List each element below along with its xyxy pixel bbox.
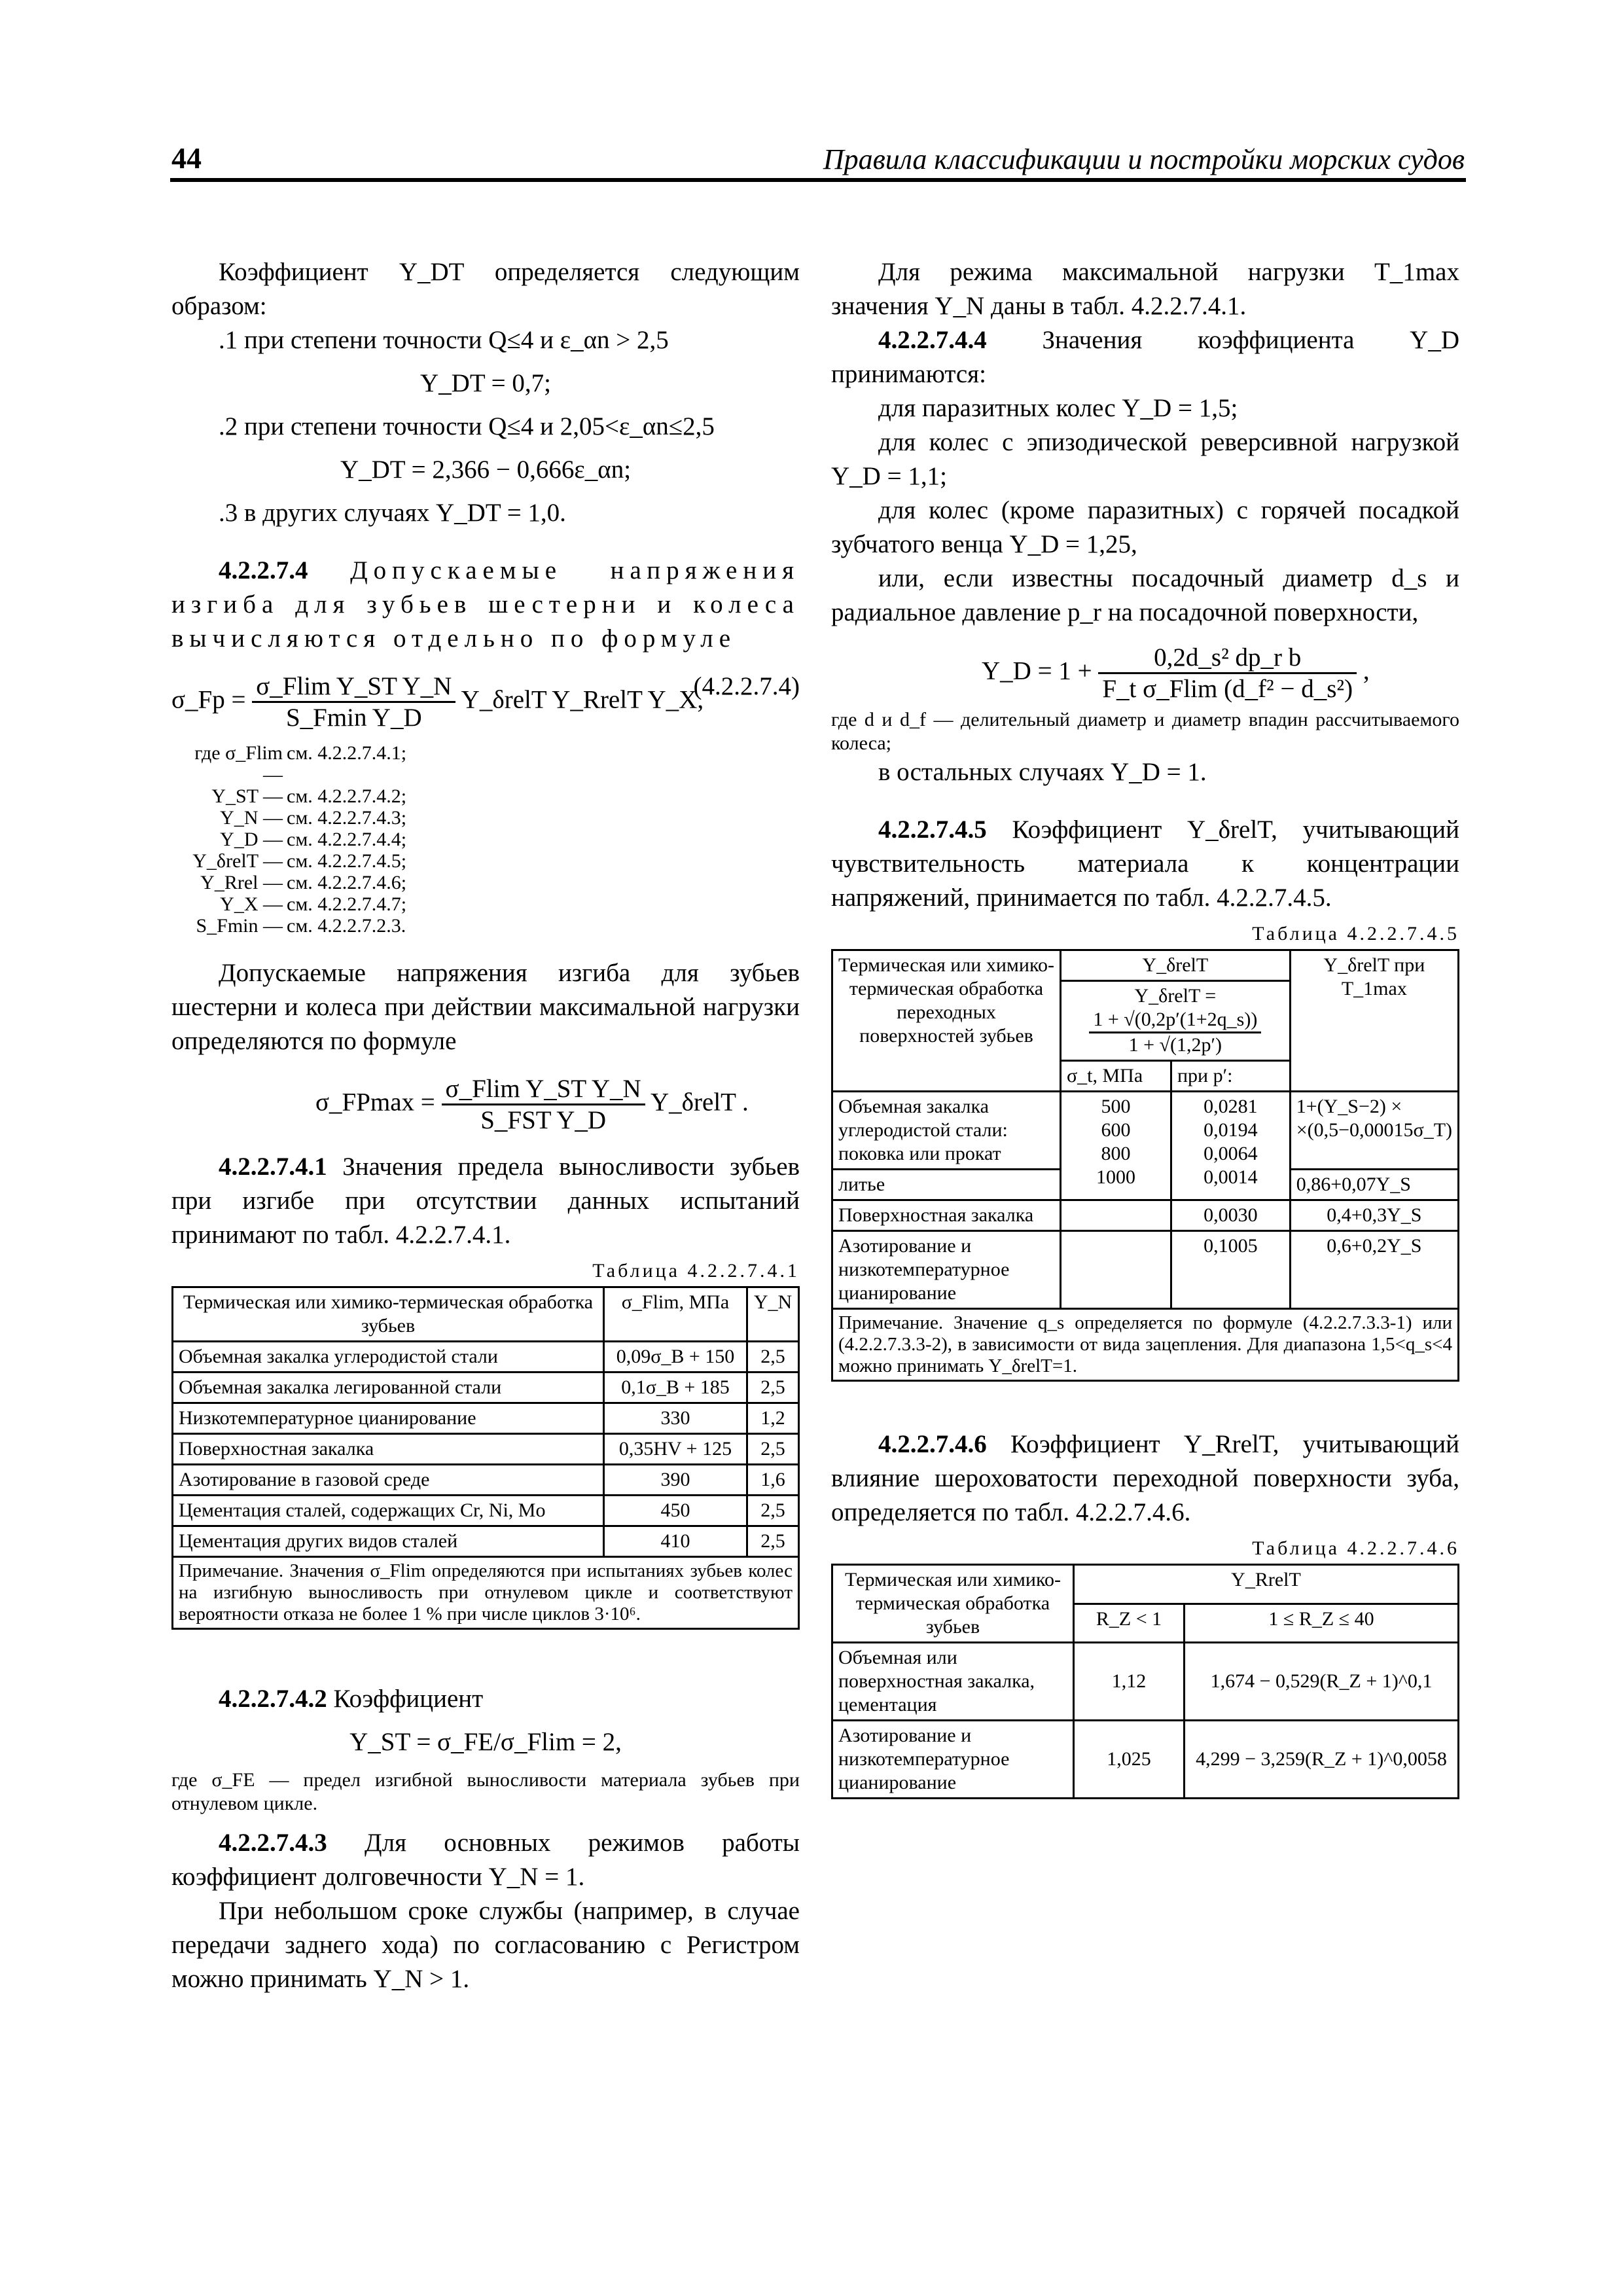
- column-header: σ_Flim, МПа: [604, 1287, 747, 1342]
- where-list: [171, 742, 800, 937]
- section-number: 4.2.2.7.4.5: [878, 816, 987, 844]
- section-number: 4.2.2.7.4: [219, 556, 308, 584]
- fraction: [1089, 1008, 1261, 1057]
- fraction: [442, 1074, 645, 1135]
- numerator: σ_Flim Y_ST Y_N: [442, 1074, 645, 1105]
- where-note: где d и d_f — делительный диаметр и диаметр впадин рассчитываемого колеса;: [831, 709, 1459, 754]
- header-rule: [170, 178, 1466, 182]
- numerator: 0,2d_s² dp_r b: [1098, 643, 1357, 674]
- table-cell: 1+(Y_S−2) × ×(0,5−0,00015σ_T): [1290, 1092, 1458, 1170]
- formula-end: ,: [1363, 656, 1370, 685]
- table-cell: Объемная закалка углеродистой стали: [173, 1342, 604, 1372]
- section-number: 4.2.2.7.4.2: [219, 1685, 327, 1713]
- table-row: [173, 1403, 799, 1434]
- fraction: [1098, 643, 1357, 704]
- where-value: см. 4.2.2.7.2.3.: [287, 915, 406, 937]
- list-item: для колес с эпизодической реверсивной нагрузкой Y_D = 1,1;: [831, 428, 1459, 490]
- table-cell: Объемная закалка углеродистой стали: поковка или прокат: [832, 1092, 1061, 1170]
- where-row: [171, 850, 800, 872]
- section-text: Для основных режимов работы коэффициент долговечности Y_N = 1.: [171, 1829, 800, 1891]
- table-cell: Поверхностная закалка: [832, 1200, 1061, 1231]
- section-text: Значения предела выносливости зубьев при изгибе при отсутствии данных испытаний принимают по табл. 4.2.2.7.4.1.: [171, 1153, 800, 1249]
- table-cell: 500 600 800 1000: [1061, 1092, 1171, 1200]
- section-number: 4.2.2.7.4.3: [219, 1829, 327, 1857]
- table-cell: Поверхностная закалка: [173, 1434, 604, 1465]
- where-key: Y_ST —: [211, 785, 283, 807]
- table-cell: 0,4+0,3Y_S: [1290, 1200, 1458, 1231]
- table-4-2-2-7-4-1: [171, 1286, 800, 1630]
- table-cell: 0,0281 0,0194 0,0064 0,0014: [1171, 1092, 1291, 1200]
- running-title: Правила классификации и постройки морских судов: [823, 143, 1465, 175]
- formula: Y_ST = σ_FE/σ_Flim = 2,: [349, 1728, 622, 1756]
- paragraph: При небольшом сроке службы (например, в случае передачи заднего хода) по согласованию с Регистром можно принимать Y_N > 1.: [171, 1897, 800, 1993]
- table-cell: 1,6: [747, 1465, 799, 1496]
- section-text: Коэффициент: [333, 1685, 484, 1713]
- formula-lhs: σ_Fp =: [171, 685, 246, 714]
- section-4-2-2-7-4-3: [171, 1826, 800, 1894]
- denominator: F_t σ_Flim (d_f² − d_s²): [1102, 675, 1353, 703]
- where-note: где σ_FE — предел изгибной выносливости материала зубьев при отнулевом цикле.: [171, 1769, 800, 1814]
- where-row: [171, 915, 800, 937]
- list-item: .1 при степени точности Q≤4 и ε_αn > 2,5: [219, 326, 669, 354]
- right-column: [831, 255, 1459, 1799]
- table-caption: Таблица 4.2.2.7.4.1: [592, 1260, 800, 1282]
- formula-lhs: Y_δrelT =: [1134, 985, 1217, 1007]
- column-header: Термическая или химико-термическая обработка зубьев: [173, 1287, 604, 1342]
- table-cell: 2,5: [747, 1496, 799, 1526]
- table-cell: 390: [604, 1465, 747, 1496]
- section-4-2-2-7-4: [171, 554, 800, 656]
- table-cell: 410: [604, 1526, 747, 1557]
- where-value: см. 4.2.2.7.4.3;: [287, 807, 407, 829]
- where-value: см. 4.2.2.7.4.2;: [287, 785, 407, 807]
- column-header: Y_δrelT: [1061, 950, 1291, 981]
- where-key: Y_δrelT —: [192, 850, 283, 872]
- column-header: Термическая или химико-термическая обработка переходных поверхностей зубьев: [832, 950, 1061, 1092]
- table-row: [832, 1092, 1459, 1170]
- where-key: Y_N —: [220, 807, 283, 829]
- table-cell: 1,674 − 0,529(R_Z + 1)^0,1: [1185, 1643, 1459, 1721]
- table-cell: Низкотемпературное цианирование: [173, 1403, 604, 1434]
- page-number: 44: [171, 141, 202, 175]
- table-cell: 0,1σ_B + 185: [604, 1372, 747, 1403]
- formula-rest: Y_δrelT .: [651, 1088, 749, 1117]
- table-cell: 2,5: [747, 1342, 799, 1372]
- table-cell: 2,5: [747, 1372, 799, 1403]
- table-row: [832, 1200, 1459, 1231]
- table-cell: 0,35HV + 125: [604, 1434, 747, 1465]
- table-cell: Азотирование в газовой среде: [173, 1465, 604, 1496]
- section-text: Допускаемые напряжения изгиба для зубьев шестерни и колеса вычисляются отдельно по формуле: [171, 556, 800, 653]
- where-row: [171, 785, 800, 807]
- table-cell: 450: [604, 1496, 747, 1526]
- table-cell: [1061, 1200, 1171, 1231]
- where-value: см. 4.2.2.7.4.5;: [287, 850, 407, 872]
- section-4-2-2-7-4-1: [171, 1150, 800, 1252]
- table-cell: 2,5: [747, 1526, 799, 1557]
- column-header: Термическая или химико-термическая обработка зубьев: [832, 1565, 1074, 1643]
- table-cell: Азотирование и низкотемпературное цианирование: [832, 1231, 1061, 1309]
- formula-max: [171, 1058, 800, 1134]
- formula-yd: [831, 630, 1459, 708]
- where-row: [171, 872, 800, 893]
- formula-cell: [1061, 981, 1291, 1061]
- where-value: см. 4.2.2.7.4.1;: [287, 742, 407, 764]
- where-key: S_Fmin —: [196, 915, 283, 937]
- formula-lhs: Y_D = 1 +: [982, 656, 1092, 685]
- table-row: [173, 1434, 799, 1465]
- table-note-row: [832, 1309, 1459, 1381]
- list-item: для колес (кроме паразитных) с горячей посадкой зубчатого венца Y_D = 1,25,: [831, 496, 1459, 558]
- table-row: [173, 1526, 799, 1557]
- column-header: Y_RrelT: [1074, 1565, 1459, 1604]
- section-number: 4.2.2.7.4.6: [878, 1430, 987, 1458]
- table-cell: Объемная или поверхностная закалка, цементация: [832, 1643, 1074, 1721]
- table-row: [832, 1721, 1459, 1799]
- table-note: Примечание. Значение q_s определяется по формуле (4.2.2.7.3.3-1) или (4.2.2.7.3.3-2), в зависимости от вида зацепления. Для диапазона 1,5<q_s<4 можно принимать Y_δrelT=1.: [832, 1309, 1459, 1381]
- table-cell: 0,0030: [1171, 1200, 1291, 1231]
- where-row: [171, 893, 800, 915]
- formula-lhs: σ_FPmax =: [315, 1088, 435, 1117]
- table-cell: Объемная закалка легированной стали: [173, 1372, 604, 1403]
- where-row: [171, 807, 800, 829]
- table-row: [173, 1496, 799, 1526]
- section-4-2-2-7-4-5: [831, 813, 1459, 915]
- where-value: см. 4.2.2.7.4.4;: [287, 829, 407, 850]
- section-text: Коэффициент Y_δrelT, учитывающий чувствительность материала к концентрации напряжений, принимается по табл. 4.2.2.7.4.5.: [831, 816, 1459, 912]
- where-value: см. 4.2.2.7.4.7;: [287, 893, 407, 915]
- table-4-2-2-7-4-5: [831, 949, 1459, 1382]
- where-key: Y_D —: [220, 829, 283, 850]
- table-cell: Цементация других видов сталей: [173, 1526, 604, 1557]
- where-key: где σ_Flim —: [194, 742, 283, 785]
- formula-number: (4.2.2.7.4): [693, 672, 800, 700]
- numerator: 1 + √(0,2p′(1+2q_s)): [1089, 1008, 1261, 1033]
- formula: Y_DT = 2,366 − 0,666ε_αn;: [340, 456, 632, 484]
- table-cell: 4,299 − 3,259(R_Z + 1)^0,0058: [1185, 1721, 1459, 1799]
- table-row: [173, 1342, 799, 1372]
- table-cell: 0,1005: [1171, 1231, 1291, 1309]
- list-item: или, если известны посадочный диаметр d_s и радиальное давление p_r на посадочной поверхности,: [831, 564, 1459, 626]
- table-row: [173, 1465, 799, 1496]
- section-4-2-2-7-4-4: [831, 323, 1459, 391]
- denominator: S_FST Y_D: [480, 1106, 607, 1134]
- list-item: для паразитных колес Y_D = 1,5;: [878, 394, 1238, 422]
- table-note: Примечание. Значения σ_Flim определяются при испытаниях зубьев колес на изгибную выносливость при отнулевом цикле и соответствуют вероятности отказа не более 1 % при числе циклов 3·10⁶.: [173, 1557, 799, 1629]
- formula-body: [315, 1074, 749, 1135]
- table-row: [832, 1231, 1459, 1309]
- formula-body: [982, 643, 1370, 704]
- section-text: Коэффициент Y_RrelT, учитывающий влияние шероховатости переходной поверхности зуба, определяется по табл. 4.2.2.7.4.6.: [831, 1430, 1459, 1526]
- list-item: в остальных случаях Y_D = 1.: [878, 758, 1207, 786]
- formula-body: [171, 672, 704, 732]
- table-caption: Таблица 4.2.2.7.4.5: [1252, 923, 1459, 944]
- paragraph: Допускаемые напряжения изгиба для зубьев шестерни и колеса при действии максимальной нагрузки определяются по формуле: [171, 959, 800, 1055]
- table-caption: Таблица 4.2.2.7.4.6: [1252, 1537, 1459, 1559]
- numerator: σ_Flim Y_ST Y_N: [252, 672, 455, 703]
- formula-4-2-2-7-4: [171, 656, 800, 732]
- table-note-row: [173, 1557, 799, 1629]
- table-cell: 0,6+0,2Y_S: [1290, 1231, 1458, 1309]
- section-number: 4.2.2.7.4.4: [878, 326, 987, 354]
- section-4-2-2-7-4-2: [171, 1682, 800, 1716]
- formula: Y_DT = 0,7;: [419, 369, 552, 397]
- list-item: .2 при степени точности Q≤4 и 2,05<ε_αn≤2,5: [219, 412, 715, 440]
- where-row: [171, 829, 800, 850]
- table-cell: 1,025: [1074, 1721, 1185, 1799]
- table-4-2-2-7-4-6: [831, 1564, 1459, 1799]
- column-header: 1 ≤ R_Z ≤ 40: [1185, 1604, 1459, 1643]
- column-header: Y_δrelT при T_1max: [1290, 950, 1458, 1092]
- table-cell: Цементация сталей, содержащих Cr, Ni, Mo: [173, 1496, 604, 1526]
- where-value: см. 4.2.2.7.4.6;: [287, 872, 407, 893]
- table-cell: 2,5: [747, 1434, 799, 1465]
- table-row: [832, 1643, 1459, 1721]
- table-cell: Азотирование и низкотемпературное цианирование: [832, 1721, 1074, 1799]
- table-cell: [1061, 1231, 1171, 1309]
- column-header: R_Z < 1: [1074, 1604, 1185, 1643]
- table-cell: 1,12: [1074, 1643, 1185, 1721]
- section-text: Значения коэффициента Y_D принимаются:: [831, 326, 1460, 388]
- table-cell: 330: [604, 1403, 747, 1434]
- paragraph: Для режима максимальной нагрузки T_1max значения Y_N даны в табл. 4.2.2.7.4.1.: [831, 258, 1459, 320]
- table-cell: литье: [832, 1170, 1061, 1200]
- table-row: [173, 1372, 799, 1403]
- where-key: Y_Rrel —: [200, 872, 283, 893]
- denominator: S_Fmin Y_D: [285, 704, 422, 732]
- paragraph: Коэффициент Y_DT определяется следующим образом:: [171, 258, 800, 320]
- column-header: Y_N: [747, 1287, 799, 1342]
- table-cell: 1,2: [747, 1403, 799, 1434]
- where-row: [171, 742, 800, 785]
- where-key: Y_X —: [220, 893, 283, 915]
- subheader: при p′:: [1171, 1061, 1291, 1092]
- section-number: 4.2.2.7.4.1: [219, 1153, 327, 1181]
- denominator: 1 + √(1,2p′): [1128, 1034, 1222, 1056]
- table-cell: 0,09σ_B + 150: [604, 1342, 747, 1372]
- fraction: [252, 672, 455, 732]
- left-column: [171, 255, 800, 1996]
- table-cell: 0,86+0,07Y_S: [1290, 1170, 1458, 1200]
- section-4-2-2-7-4-6: [831, 1427, 1459, 1530]
- subheader: σ_t, МПа: [1061, 1061, 1171, 1092]
- formula-rest: Y_δrelT Y_RrelT Y_X,: [461, 685, 704, 714]
- list-item: .3 в других случаях Y_DT = 1,0.: [219, 499, 566, 527]
